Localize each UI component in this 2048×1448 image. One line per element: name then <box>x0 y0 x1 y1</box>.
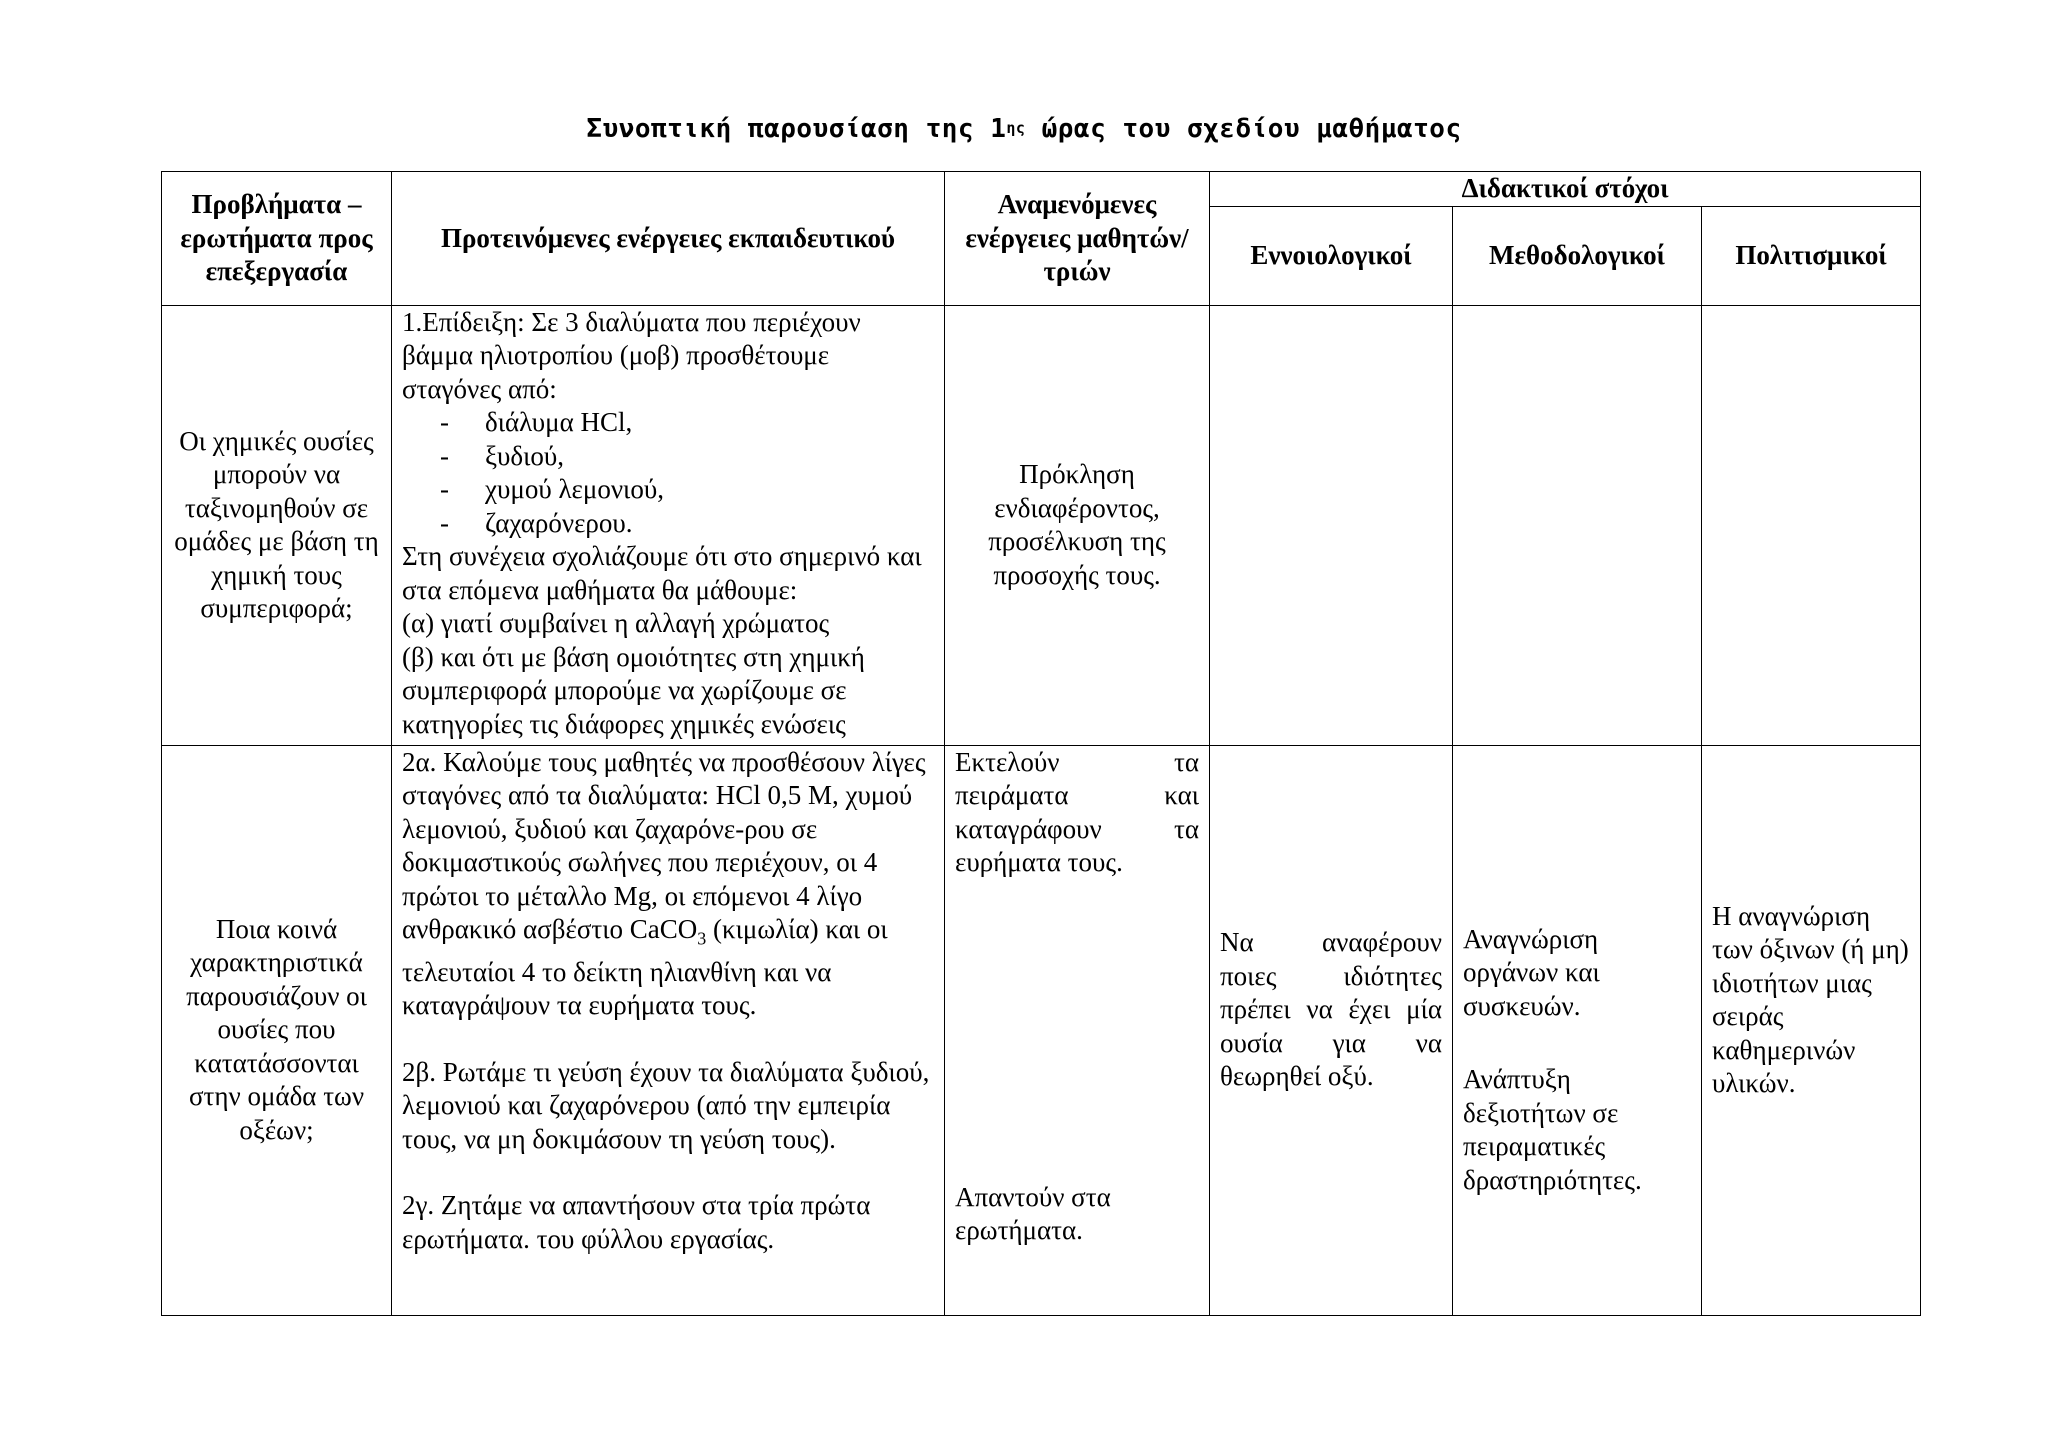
teacher-step-2c: 2γ. Ζητάμε να απαντήσουν στα τρία πρώτα ερωτήματα. του φύλλου εργασίας. <box>402 1190 871 1254</box>
problem-cell: Οι χημικές ουσίες μπορούν να ταξινομηθούν σε ομάδες με βάση τη χημική τους συμπεριφορά; <box>162 305 392 745</box>
spacer <box>1463 1023 1691 1063</box>
header-problems: Προβλήματα – ερωτήματα προς επεξεργασία <box>162 172 392 306</box>
teacher-outro: Στη συνέχεια σχολιάζουμε ότι στο σημερινό και στα επόμενα μαθήματα θα μάθουμε: <box>402 541 922 605</box>
conceptual-cell: Να αναφέρουν ποιες ιδιότητες πρέπει να έχει μία ουσία για να θεωρηθεί οξύ. <box>1210 745 1453 1315</box>
student-actions-cell <box>945 745 1210 1315</box>
methodological-item-2: Ανάπτυξη δεξιοτήτων σε πειραματικές δραστηριότητες. <box>1463 1064 1642 1195</box>
methodological-item-1: Αναγνώριση οργάνων και συσκευών. <box>1463 923 1600 1021</box>
header-methodological: Μεθοδολογικοί <box>1453 206 1702 305</box>
list-item: - ξυδιού, <box>440 440 934 474</box>
list-item: - διάλυμα HCl, <box>440 406 934 440</box>
teacher-actions-cell <box>392 305 945 745</box>
header-cultural: Πολιτισμικοί <box>1702 206 1921 305</box>
header-conceptual: Εννοιολογικοί <box>1210 206 1453 305</box>
title-superscript: ης <box>1006 119 1026 137</box>
teacher-step-2b: 2β. Ρωτάμε τι γεύση έχουν τα διαλύματα ξυδιού, λεμονιού και ζαχαρόνερου (από την εμπειρία τους, να μη δοκιμάσουν τη γεύση τους). <box>402 1056 930 1154</box>
step-2a-text: 2α. Καλούμε τους μαθητές να προσθέσουν λίγες σταγόνες από τα διαλύματα: HCl 0,5 M, χυμού λεμονιού, ξυδιού και ζαχαρόνε-ρου σε δοκιμαστικούς σωλήνες που περιέχουν, οι 4 πρώτοι το μέταλλο Mg, οι επόμενοι 4 λίγο ανθρακικό ασβέστιο CaCO <box>402 746 926 944</box>
student-actions-cell: Πρόκληση ενδιαφέροντος, προσέλκυση της προσοχής τους. <box>945 305 1210 745</box>
list-item: - χυμού λεμονιού, <box>440 473 934 507</box>
student-actions-stack <box>955 746 1199 1248</box>
problem-cell: Ποια κοινά χαρακτηριστικά παρουσιάζουν οι ουσίες που κατατάσσονται στην ομάδα των οξέων; <box>162 745 392 1315</box>
list-item: - ζαχαρόνερου. <box>440 507 934 541</box>
teacher-point-b: (β) και ότι με βάση ομοιότητες στη χημική συμπεριφορά μπορούμε να χωρίζουμε σε κατηγορίες τις διάφορες χημικές ενώσεις <box>402 641 865 739</box>
lesson-plan-table <box>161 171 1921 1316</box>
table-row <box>162 745 1921 1315</box>
spacer <box>402 1156 934 1189</box>
student-action-answers: Απαντούν στα ερωτήματα. <box>955 1181 1111 1245</box>
methodological-cell <box>1453 745 1702 1315</box>
conceptual-cell <box>1210 305 1453 745</box>
header-row <box>162 172 1921 207</box>
step-2a-text-end: (κιμωλία) και οι τελευταίοι 4 το δείκτη ηλιανθίνη και να καταγράψουν τα ευρήματα τους. <box>402 914 888 1021</box>
table-row <box>162 305 1921 745</box>
cultural-cell: Η αναγνώριση των όξινων (ή μη) ιδιοτήτων μιας σειράς καθημερινών υλικών. <box>1702 745 1921 1315</box>
header-teaching-objectives: Διδακτικοί στόχοι <box>1210 172 1921 207</box>
header-student-actions: Αναμενόμενες ενέργειες μαθητών/τριών <box>945 172 1210 306</box>
teacher-point-a: (α) γιατί συμβαίνει η αλλαγή χρώματος <box>402 608 830 638</box>
title-text-end: ώρας του σχεδίου μαθήματος <box>1025 114 1462 144</box>
step-2a-subscript: 3 <box>697 928 707 949</box>
header-teacher-actions: Προτεινόμενες ενέργειες εκπαιδευτικού <box>392 172 945 306</box>
page-title <box>0 114 2048 144</box>
teacher-intro: 1.Επίδειξη: Σε 3 διαλύματα που περιέχουν βάμμα ηλιοτροπίου (μοβ) προσθέτουμε σταγόνες από: <box>402 306 861 404</box>
methodological-cell <box>1453 305 1702 745</box>
spacer <box>402 1023 934 1056</box>
title-text: Συνοπτική παρουσίαση της 1 <box>586 114 1007 144</box>
teacher-step-2a <box>402 746 934 1023</box>
cultural-cell <box>1702 305 1921 745</box>
student-action-experiments: Εκτελούν τα πειράματα και καταγράφουν τα ευρήματα τους. <box>955 746 1199 877</box>
drops-list <box>402 406 934 540</box>
teacher-actions-cell <box>392 745 945 1315</box>
